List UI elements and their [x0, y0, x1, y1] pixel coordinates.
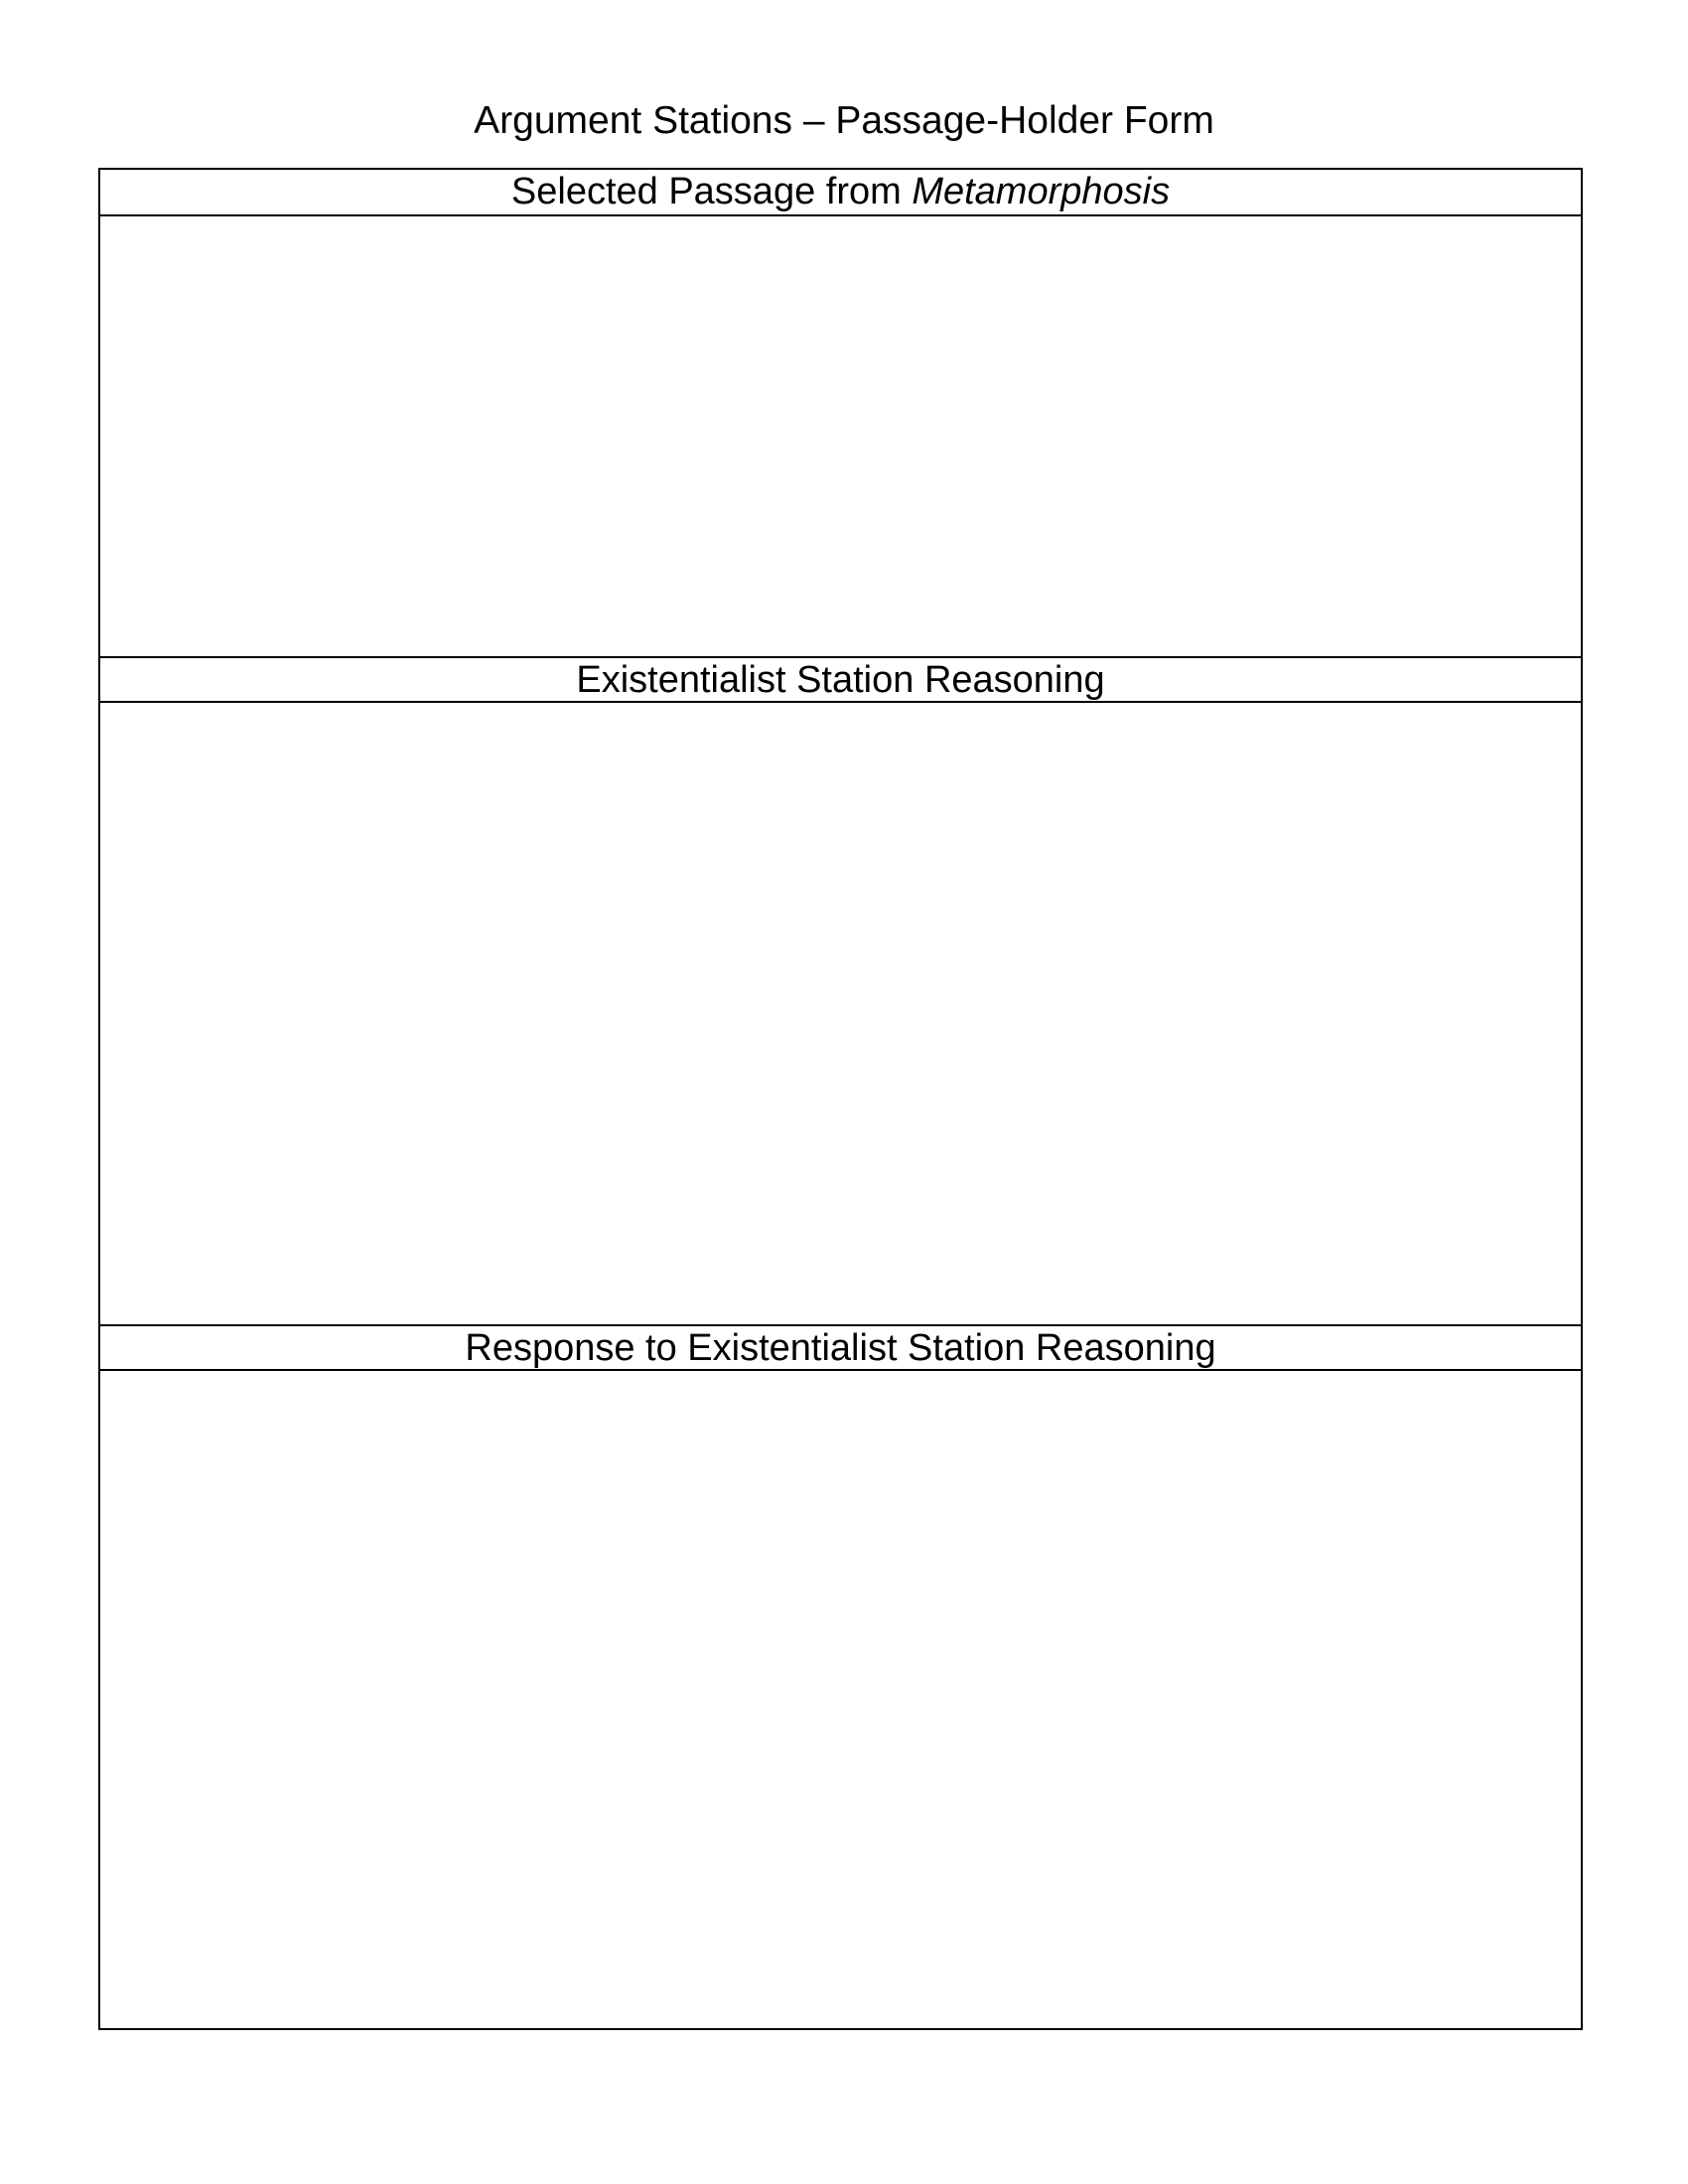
book-title: Metamorphosis [912, 171, 1171, 212]
response-reasoning-header: Response to Existentialist Station Reasoning [100, 1324, 1581, 1371]
existentialist-reasoning-area[interactable] [100, 703, 1581, 1325]
selected-passage-header [100, 170, 1581, 216]
selected-passage-header-text: Selected Passage from [510, 171, 913, 212]
selected-passage-area[interactable] [100, 216, 1581, 657]
page-title: Argument Stations – Passage-Holder Form [474, 99, 1214, 142]
response-reasoning-area[interactable] [100, 1371, 1581, 2028]
passage-holder-form [98, 168, 1583, 2030]
existentialist-reasoning-header: Existentialist Station Reasoning [100, 656, 1581, 703]
